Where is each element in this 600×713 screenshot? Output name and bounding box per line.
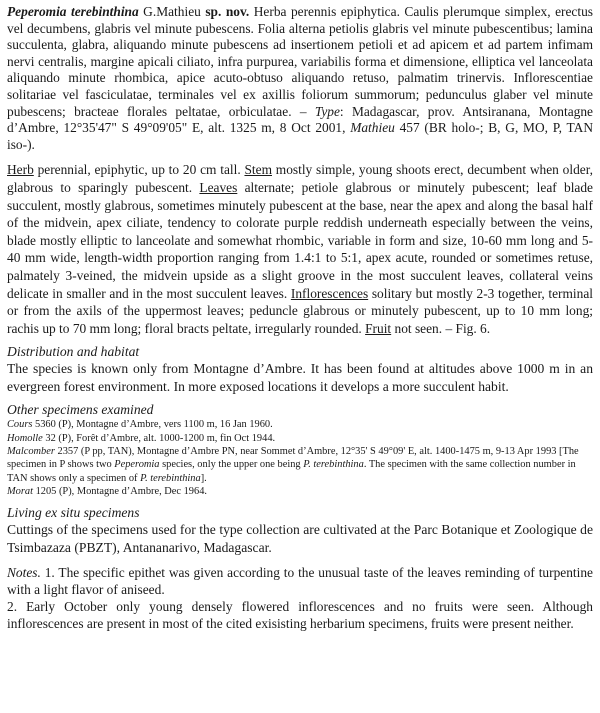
species-status: sp. nov. [205, 4, 250, 19]
species-name: P. terebinthina [303, 459, 364, 471]
latin-diagnosis [7, 4, 593, 153]
species-name: P. terebinthina [140, 472, 201, 484]
fruit-text: not seen. – Fig. 6. [391, 320, 491, 336]
living-specimens-text: Cuttings of the specimens used for the type collection are cultivated at the Parc Botanique et Zoologique de Tsimbazaza (PBZT), Antananarivo, Madagascar. [7, 522, 593, 555]
specimen-list [7, 418, 593, 498]
note-2: 2. Early October only young densely flowered inflorescences and no fruits were seen. Although inflorescences are present in most of the cited exisisting herbarium specimens, fruits were present neither. [7, 599, 593, 632]
inflorescences-text: solitary but mostly 2-3 together, terminal or from the axils of the uppermost leaves; peduncle glabrous or minutely pubescent, up to 10 mm long; rachis up to 70 mm long; floral bracts peltate, irregularly rounded. [7, 285, 593, 336]
type-collector: Mathieu [350, 120, 395, 136]
type-herbaria: 457 (BR holo-; B, G, MO, P, TAN iso-). [7, 120, 593, 152]
genus-name: Peperomia [114, 459, 160, 471]
stem-text: mostly simple, young shoots erect, decumbent when older, glabrous to sparingly pubescent. [7, 162, 593, 195]
specimen-collector: Morat [7, 485, 33, 497]
note-1-text: 1. The specific epithet was given according to the unusual taste of the leaves reminding of turpentine with a light flavor of aniseed. [7, 565, 593, 598]
note-1 [7, 564, 593, 598]
specimen-collector: Homolle [7, 432, 43, 444]
species-author: G.Mathieu [138, 4, 206, 19]
specimen-entry [7, 445, 593, 485]
living-specimens-heading: Living ex situ specimens [7, 505, 140, 521]
distribution-heading: Distribution and habitat [7, 344, 140, 360]
inflorescences-label: Inflorescences [290, 285, 369, 301]
type-locality: : Madagascar, prov. Antsiranana, Montagne d’Ambre, 12°35'47" S 49°09'05" E, alt. 1325 m, 8 Oct 2001, [7, 103, 594, 136]
specimen-collector: Cours [7, 419, 33, 431]
specimen-collector: Malcomber [7, 446, 55, 458]
notes-label: Notes. [7, 565, 41, 581]
other-specimens-heading: Other specimens examined [7, 402, 154, 418]
distribution-text: The species is known only from Montagne d’Ambre. It has been found at altitudes above 1000 m in an evergreen forest environment. In more exposed locations it develops a more succulent habit. [7, 361, 593, 394]
stem-label: Stem [244, 162, 272, 178]
specimen-details: ]. [200, 472, 207, 484]
specimen-entry [7, 418, 593, 431]
diagnosis-text: Herba perennis epiphytica. Caulis plerumque simplex, erectus vel decumbens, glabris vel minute pubescens. Folia alterna petiolis glabris vel minute pubescentibus; lamina succulenta, glabra, aliquando minute pubescens ad insertionem petioli et ad apicem et ad partem infimam nervi centralis, margine apicali ciliato, infra purpurea, variabilis forma et dimensione, elliptica vel lanceolata aliquando minute rhombica, apice acuto-obtuso aliquando retuso, palmatim trinervis. Inflorescentiae solitariae vel fasciculatae, terminales vel ex axillis foliorum summorum; pedunculus glaber vel minute pubescens; bracteae florales peltatae, orbiculatae. – [7, 4, 593, 119]
leaves-text: alternate; petiole glabrous or minutely pubescent; leaf blade succulent, mostly glabrous, sometimes minutely pubescent at the base, near the apex and along the basal half of the midvein, apex ciliate, tendency to colorate purple reddish underneath especially between the veins, blade mostly elliptic to lanceolate and somewhat rhombic, variable in form and size, 10-60 mm long and 5-40 mm wide, length-width proportion ranging from 1.4:1 to 5:1, apex acute, rounded or sometimes retuse, palmately 3-veined, the midvein upside as a slight groove in the most succulent leaves, collateral veins delicate in smaller and in the most succulent leaves. [7, 179, 594, 301]
fruit-label: Fruit [365, 320, 392, 336]
herb-label: Herb [7, 162, 34, 178]
herb-text: perennial, epiphytic, up to 20 cm tall. [33, 162, 245, 178]
leaves-label: Leaves [199, 179, 238, 195]
english-description [7, 161, 593, 337]
specimen-details: 2357 (P pp, TAN), Montagne d’Ambre PN, near Sommet d’Ambre, 12°35' S 49°09' E, alt. 1400-1475 m, 9-13 Apr 1993 [The specimen in P shows two [7, 446, 579, 471]
specimen-entry [7, 432, 593, 445]
specimen-details: species, only the upper one being [159, 459, 304, 471]
specimen-entry [7, 485, 593, 498]
specimen-details: 32 (P), Forêt d’Ambre, alt. 1000-1200 m, fin Oct 1944. [42, 432, 276, 444]
specimen-details: 5360 (P), Montagne d’Ambre, vers 1100 m, 16 Jan 1960. [32, 419, 273, 431]
type-label: Type [314, 103, 340, 119]
specimen-details: . The specimen with the same collection number in TAN shows only a specimen of [7, 459, 576, 484]
species-name: Peperomia terebinthina [7, 4, 139, 19]
specimen-details: 1205 (P), Montagne d’Ambre, Dec 1964. [32, 485, 207, 497]
